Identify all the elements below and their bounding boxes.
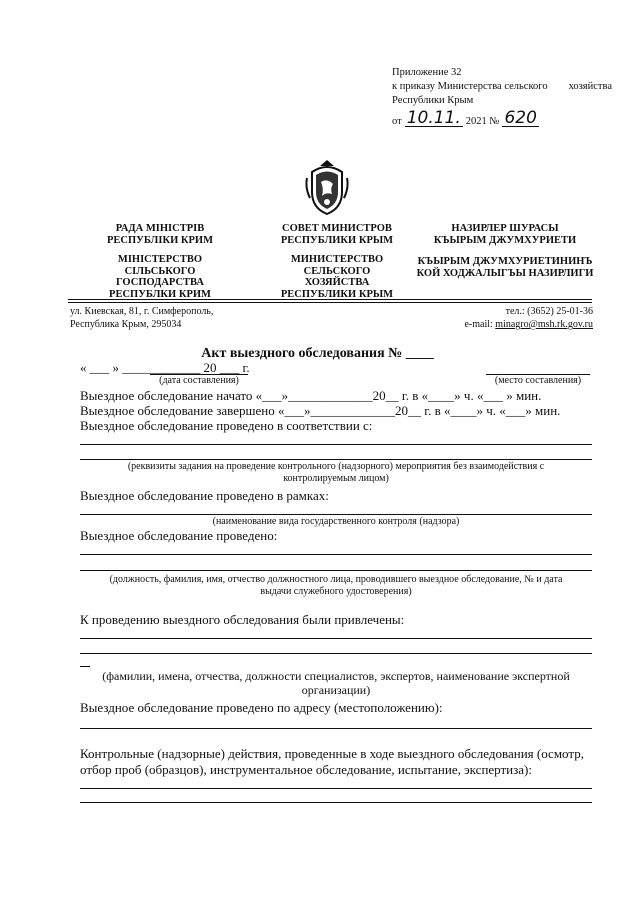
address-input-line[interactable] [80,728,592,729]
conducted-by-input-line-2[interactable] [80,570,592,571]
involved-input-line-2[interactable] [80,653,592,654]
started-line: Выездное обследование начато «___»_____________20__ г. в «____» ч. «___ » мин. [80,388,542,403]
actions-input-line-2[interactable] [80,802,592,803]
crimea-coat-of-arms-icon [304,158,350,216]
actions-input-line-1[interactable] [80,788,592,789]
header-ru-4: СЕЛЬСКОГО ХОЗЯЙСТВА [303,265,371,288]
address-street: ул. Киевская, 81, г. Симферополь, [70,306,214,317]
header-ua-ministry [95,254,225,300]
order-ref [392,110,539,127]
header-ct-4: КОЙ ХОДЖАЛЫГЪЫ НАЗИРЛИГИ [416,267,594,279]
address-phone: тел.: (3652) 25-01-36 [505,306,593,317]
experts-caption-1: (фамилии, имена, отчества, должности специалистов, экспертов, наименование экспертной [102,669,570,683]
header-ru-council [272,223,402,246]
address-email-link[interactable]: minagro@msh.rk.gov.ru [495,319,593,330]
header-divider-thick [68,299,592,300]
control-kind-caption: (наименование вида государственного контроля (надзора) [212,516,460,527]
involved-label: К проведению выездного обследования были привлечены: [80,612,405,627]
header-ua-council [95,223,225,246]
order-number-handwritten: 620 [504,108,537,128]
within-input-line[interactable] [80,514,592,515]
appendix-line-2-left: к приказу Министерства сельского [392,81,548,92]
within-label: Выездное обследование проведено в рамках: [80,488,329,503]
header-divider-thin [68,302,592,303]
place-caption: (место составления) [494,375,582,386]
requisites-caption-1: (реквизиты задания на проведение контрольного (надзорного) мероприятия без взаимодействия с [127,461,545,472]
accordance-input-line-2[interactable] [80,459,592,460]
date-caption: (дата составления) [159,375,239,386]
address-region: Республика Крым, 295034 [70,319,182,330]
appendix-block [392,66,612,108]
header-ua-4: СІЛЬСЬКОГО [124,265,196,277]
accordance-label: Выездное обследование проведено в соответствии с: [80,418,373,433]
header-ct-3: КЪЫРЫМ ДЖУМХУРИЕТИНИНЪ [417,256,593,267]
appendix-line-2-right: хозяйства [568,81,612,92]
header-ct-council [415,223,595,246]
experts-caption [80,669,592,697]
header-ru-1: СОВЕТ МИНИСТРОВ [282,223,392,234]
conducted-by-input-line-1[interactable] [80,554,592,555]
header-ct-2: КЪЫРЫМ ДЖУМХУРИЕТИ [433,234,577,246]
address-right [400,305,593,331]
appendix-line-1: Приложение 32 [392,67,462,78]
header-ru-5: РЕСПУБЛИКИ КРЫМ [280,288,394,300]
header-ru-2: РЕСПУБЛИКИ КРЫМ [280,234,394,246]
header-ua-1: РАДА МІНІСТРІВ [115,223,205,234]
address-email-row [400,318,593,331]
actions-label-2: отбор проб (образцов), инструментальное обследование, испытание, экспертиза): [80,762,532,777]
header-ru-ministry [272,254,402,300]
header-ua-3: МІНІСТЕРСТВО [117,254,203,265]
requisites-caption [80,461,592,485]
official-caption [80,574,592,598]
official-caption-1: (должность, фамилия, имя, отчество должностного лица, проводившего выездное обследование, № и дата [109,574,563,585]
appendix-line-3: Республики Крым [392,95,474,106]
order-year: 2021 № [465,116,500,127]
address-left [70,305,213,331]
header-ct-1: НАЗИРЛЕР ШУРАСЫ [451,223,559,234]
finished-line: Выездное обследование завершено «___»_____________20__ г. в «____» ч. «___» мин. [80,403,561,418]
address-email-label: e-mail: [464,319,493,330]
header-ua-5: ГОСПОДАРСТВА [116,277,204,288]
involved-input-line-1[interactable] [80,638,592,639]
conducted-by-label: Выездное обследование проведено: [80,528,278,543]
document-title: Акт выездного обследования № ____ [201,346,434,361]
date-template: « ___ » ____________ 20 ___ г. [80,360,250,375]
header-ua-6: РЕСПУБЛКИ КРИМ [109,288,211,300]
header-ct-ministry [415,256,595,279]
actions-label-1: Контрольные (надзорные) действия, проведенные в ходе выездного обследования (осмотр, [80,746,584,761]
requisites-caption-2: контролируемым лицом) [283,473,389,484]
official-caption-2: выдачи служебного удостоверения) [260,586,412,597]
involved-input-line-stub[interactable] [80,666,90,667]
header-ua-2: РЕСПУБЛІКИ КРИМ [107,234,213,246]
accordance-input-line-1[interactable] [80,444,592,445]
order-prefix: от [392,116,402,127]
address-line-label: Выездное обследование проведено по адресу (местоположению): [80,700,443,715]
experts-caption-2: организации) [301,683,371,697]
order-date-handwritten: 10.11. [406,108,461,128]
appendix-line-2 [392,80,612,94]
header-ru-3: МИНИСТЕРСТВО [290,254,384,265]
